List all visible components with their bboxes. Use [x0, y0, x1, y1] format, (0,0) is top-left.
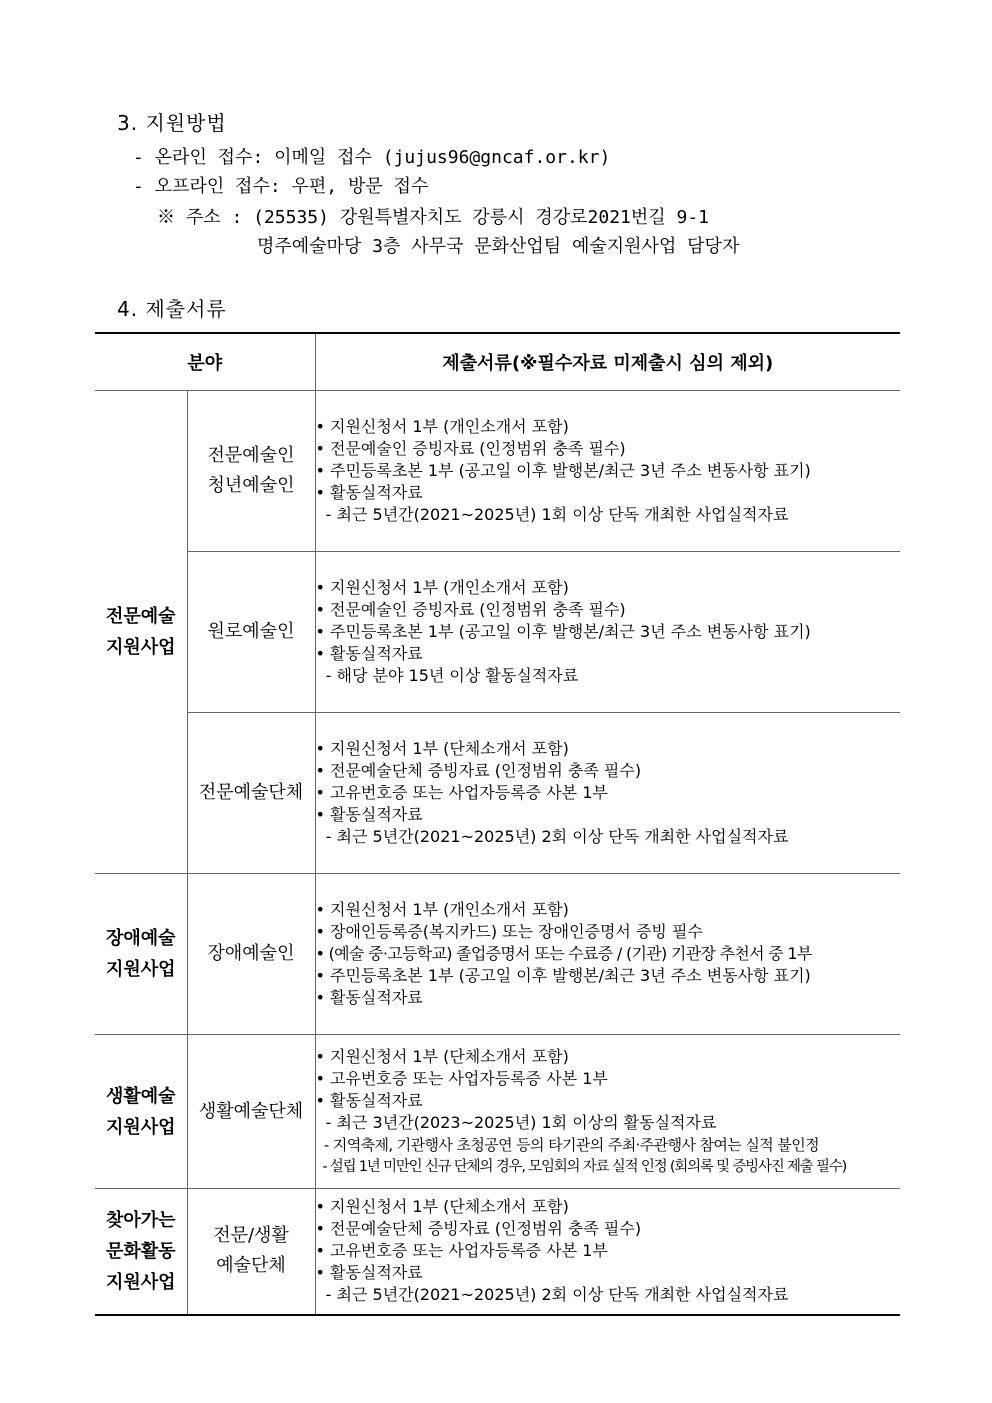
subcategory-cell: 전문예술단체: [187, 713, 315, 874]
documents-cell: [315, 874, 900, 1035]
list-item: • 전문예술단체 증빙자료 (인정범위 충족 필수): [315, 1219, 642, 1239]
list-item: - 해당 분야 15년 이상 활동실적자료: [315, 666, 579, 685]
documents-cell: [315, 552, 900, 713]
table-header-row: [95, 333, 900, 391]
list-item: • 활동실적자료: [315, 988, 423, 1007]
list-item: • 고유번호증 또는 사업자등록증 사본 1부: [315, 1068, 608, 1088]
list-item: - 최근 5년간(2021~2025년) 1회 이상 단독 개최한 사업실적자료: [315, 505, 789, 524]
table-row: [95, 874, 900, 1035]
list-item: • 주민등록초본 1부 (공고일 이후 발행본/최근 3년 주소 변동사항 표기): [315, 966, 811, 985]
table-row: [95, 391, 900, 552]
list-item: • 지원신청서 1부 (단체소개서 포함): [315, 1197, 569, 1217]
address-line: ※ 주소 : (25535) 강원특별자치도 강릉시 경강로2021번길 9-1: [157, 207, 710, 228]
category-cell: 생활예술 지원사업: [95, 1035, 187, 1189]
list-item: • 고유번호증 또는 사업자등록증 사본 1부: [315, 1241, 608, 1261]
category-cell: 찾아가는 문화활동 지원사업: [95, 1189, 187, 1315]
table-row: [95, 1035, 900, 1189]
subcategory-cell: 전문예술인 청년예술인: [187, 391, 315, 552]
list-item: - 최근 5년간(2021~2025년) 2회 이상 단독 개최한 사업실적자료: [315, 1285, 789, 1305]
subcategory-cell: 생활예술단체: [187, 1035, 315, 1189]
subcategory-cell: 전문/생활 예술단체: [187, 1189, 315, 1315]
list-item: • 주민등록초본 1부 (공고일 이후 발행본/최근 3년 주소 변동사항 표기): [315, 461, 811, 480]
table-row: [95, 1189, 900, 1315]
list-item: • 전문예술인 증빙자료 (인정범위 충족 필수): [315, 600, 626, 619]
address-recipient: 명주예술마당 3층 사무국 문화산업팀 예술지원사업 담당자: [257, 236, 740, 257]
list-item: - 최근 5년간(2021~2025년) 2회 이상 단독 개최한 사업실적자료: [315, 827, 789, 846]
list-item: • 활동실적자료: [315, 644, 423, 663]
list-item: - 최근 3년간(2023~2025년) 1회 이상의 활동실적자료: [315, 1112, 717, 1132]
list-item: • 활동실적자료: [315, 1090, 423, 1110]
category-cell: 전문예술 지원사업: [95, 391, 187, 874]
list-item: • 고유번호증 또는 사업자등록증 사본 1부: [315, 783, 608, 802]
list-item: • 활동실적자료: [315, 1263, 423, 1283]
subcategory-cell: 장애예술인: [187, 874, 315, 1035]
documents-table: [95, 332, 900, 1316]
documents-cell: [315, 1189, 900, 1315]
table-row: [95, 552, 900, 713]
documents-cell: [315, 391, 900, 552]
documents-cell: [315, 1035, 900, 1189]
col-header-documents: 제출서류(※필수자료 미제출시 심의 제외): [315, 333, 900, 391]
list-item: • 전문예술단체 증빙자료 (인정범위 충족 필수): [315, 761, 642, 780]
section-3-heading: 3. 지원방법: [117, 111, 227, 135]
documents-cell: [315, 713, 900, 874]
col-header-field: 분야: [95, 333, 315, 391]
category-cell: 장애예술 지원사업: [95, 874, 187, 1035]
list-item: • 지원신청서 1부 (개인소개서 포함): [315, 900, 569, 919]
section-4-heading: 4. 제출서류: [117, 297, 227, 321]
list-item: • 지원신청서 1부 (개인소개서 포함): [315, 578, 569, 597]
list-item: • (예술 중·고등학교) 졸업증명서 또는 수료증 / (기관) 기관장 추천서 중 1부: [315, 944, 812, 963]
list-item: • 전문예술인 증빙자료 (인정범위 충족 필수): [315, 439, 626, 458]
table-row: [95, 713, 900, 874]
list-item: - 지역축제, 기관행사 초청공연 등의 타기관의 주최·주관행사 참여는 실적 불인정: [315, 1135, 819, 1154]
list-item: • 활동실적자료: [315, 805, 423, 824]
list-item: - 설립 1년 미만인 신규 단체의 경우, 모임회의 자료 실적 인정 (회의록 및 증빙사진 제출 필수): [315, 1158, 847, 1175]
list-item: • 지원신청서 1부 (단체소개서 포함): [315, 1046, 569, 1066]
list-item: • 장애인등록증(복지카드) 또는 장애인증명서 증빙 필수: [315, 922, 703, 941]
list-item: • 활동실적자료: [315, 483, 423, 502]
subcategory-cell: 원로예술인: [187, 552, 315, 713]
method-offline: - 오프라인 접수: 우편, 방문 접수: [133, 176, 429, 197]
list-item: • 주민등록초본 1부 (공고일 이후 발행본/최근 3년 주소 변동사항 표기): [315, 622, 811, 641]
list-item: • 지원신청서 1부 (개인소개서 포함): [315, 417, 569, 436]
method-online: - 온라인 접수: 이메일 접수 (jujus96@gncaf.or.kr): [133, 147, 611, 168]
list-item: • 지원신청서 1부 (단체소개서 포함): [315, 739, 569, 758]
